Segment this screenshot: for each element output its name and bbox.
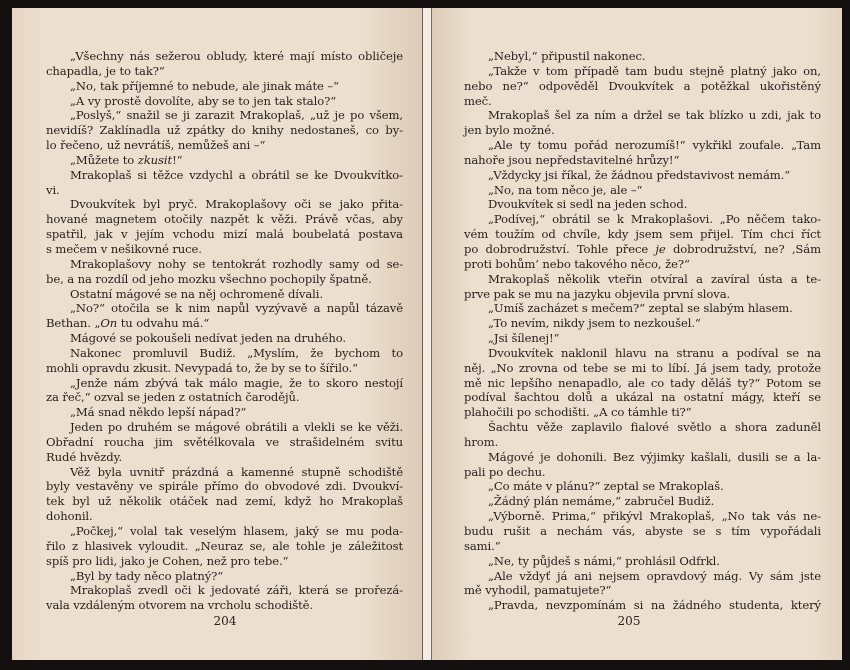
left-page-text [46, 49, 403, 613]
text-line: Mrakoplaš několik vteřin otvíral a zavíral ústa a te- [488, 271, 821, 286]
text-line: sami.“ [464, 538, 501, 553]
text-line: Obřadní roucha jim světélkovala ve strašidelném svitu [46, 434, 403, 449]
text-line: lo řečeno, už nevrátíš, nemůžeš ani –“ [46, 138, 266, 153]
text-line: s mečem v nešikovné ruce. [46, 241, 202, 256]
page-number: 205 [617, 614, 641, 628]
text-line: mohli opravdu zkusit. Nevypadá to, že by se to šířilo.“ [46, 360, 358, 375]
text-line: „Vždycky jsi říkal, že žádnou představivost nemám.“ [488, 167, 791, 182]
text-line: vi. [46, 182, 60, 197]
text-line: Bethan. „On tu odvahu má.“ [46, 316, 210, 331]
text-line: Nakonec promluvil Budiž. „Myslím, že bychom to [70, 345, 403, 360]
text-line: „Podívej,“ obrátil se k Mrakoplašovi. „Po něčem tako- [488, 212, 821, 227]
left-page [12, 8, 422, 660]
text-line: „Nebyl,“ připustil nakonec. [488, 49, 646, 63]
text-line: plahočili po schodišti. „A co támhle ti?“ [464, 405, 692, 420]
text-line: „Můžete to zkusit!“ [70, 152, 183, 167]
text-line: mě nic lepšího nenapadlo, ale co tady děláš ty?“ Potom se [464, 375, 821, 390]
text-line: hované magnetem otočily nazpět k věži. Právě včas, aby [46, 212, 403, 227]
text-line: něj. „No zrovna od tebe se mi to líbí. Já jsem tady, protože [464, 360, 821, 375]
text-line: „To nevím, nikdy jsem to nezkoušel.“ [488, 316, 701, 331]
book-spine [422, 8, 432, 660]
text-line: Rudé hvězdy. [46, 449, 123, 464]
text-line: „Jenže nám zbývá tak málo magie, že to skoro nestojí [70, 375, 403, 390]
text-line: Věž byla uvnitř prázdná a kamenné stupně schodiště [70, 464, 403, 479]
text-line: „No, na tom něco je, ale –“ [488, 182, 643, 197]
text-line: po dobrodružství. Tohle přece je dobrodružství, ne? ‚Sám [464, 241, 821, 256]
text-line: za řeč,“ ozval se jeden z ostatních čarodějů. [46, 390, 300, 405]
text-line: proti bohům‘ nebo takového něco, že?“ [464, 256, 690, 271]
text-line: hrom. [464, 434, 499, 449]
text-line: Jeden po druhém se mágové obrátili a vlekli se ke věži. [70, 420, 403, 435]
text-line: „A vy prostě dovolíte, aby se to jen tak stalo?“ [70, 93, 337, 108]
text-line: Mrakoplaš si těžce vzdychl a obrátil se ke Dvoukvítko- [70, 167, 403, 182]
page-number: 204 [213, 614, 237, 628]
text-line: Šachtu věže zaplavilo fialové světlo a shora zaduněl [488, 420, 821, 435]
right-page-text [464, 49, 821, 613]
text-line: Dvoukvítek naklonil hlavu na stranu a podíval se na [488, 345, 821, 360]
text-line: „Jsi šílenej!“ [488, 331, 560, 346]
text-line: spatřil, jak v jejím vchodu mizí malá boubelatá postava [46, 227, 403, 242]
text-line: „No?“ otočila se k nim napůl vyzývavě a napůl tázavě [70, 301, 403, 316]
text-line: Mrakoplaš šel za ním a držel se tak blízko u zdi, jak to [488, 108, 821, 123]
text-line: řilo z hlasivek vyloudit. „Neuraz se, ale tohle je záležitost [46, 538, 403, 553]
text-line: jen bylo možné. [464, 123, 555, 138]
text-line: mě vyhodil, pamatujete?“ [464, 583, 612, 598]
emphasis: je [648, 241, 673, 256]
text-line: podíval šachtou dolů a ukázal na ostatní mágy, kteří se [464, 390, 821, 405]
text-line: „Ne, ty půjdeš s námi,“ prohlásil Odfrkl. [488, 553, 720, 568]
text-line: vala vzdáleným otvorem na vrcholu schodiště. [46, 598, 314, 613]
text-line: Mágové se pokoušeli nedívat jeden na druhého. [70, 331, 346, 346]
emphasis: zkusit [137, 152, 173, 167]
text-line: „Co máte v plánu?“ zeptal se Mrakoplaš. [488, 479, 724, 494]
text-line: prve pak se mu na jazyku objevila první slova. [464, 286, 731, 301]
text-line: Mrakoplašovy nohy se tentokrát rozhodly samy od se- [70, 256, 403, 271]
text-line: tek byl už několik otáček nad zemí, když ho Mrakoplaš [46, 494, 403, 509]
text-line: „Ale ty tomu pořád nerozumíš!“ vykřikl zoufale. „Tam [488, 138, 821, 153]
right-page [432, 8, 842, 660]
text-line: „Pravda, nevzpomínám si na žádného studenta, který [488, 598, 821, 613]
text-line: „Výborně. Prima,“ přikývl Mrakoplaš, „No tak vás ne- [488, 509, 821, 524]
text-line: dohonil. [46, 509, 93, 524]
text-line: nebo ne?“ odpověděl Dvoukvítek a potěžkal ukořistěný [464, 78, 821, 93]
text-line: „Poslyš,“ snažil se ji zarazit Mrakoplaš, „už je po všem, [70, 108, 403, 123]
text-line: byly vestavěny ve spirále přímo do obvodové zdi. Dvoukví- [46, 479, 403, 494]
text-line: vém toužím od chvíle, kdy jsem sem přijel. Tím chci říct [464, 227, 821, 242]
text-line: „Všechny nás sežerou obludy, které mají místo obličeje [70, 49, 403, 63]
text-line: spíš pro lidi, jako je Cohen, než pro tebe.“ [46, 553, 289, 568]
text-line: „Takže v tom případě tam budu stejně platný jako on, [488, 63, 821, 78]
text-line: „Počkej,“ volal tak veselým hlasem, jaký se mu poda- [70, 524, 403, 538]
emphasis: On [100, 316, 118, 331]
text-line: chapadla, je to tak?“ [46, 63, 165, 78]
text-line: Mágové je dohonili. Bez výjimky kašlali, dusili se a la- [488, 449, 821, 464]
text-line: „Ale vždyť já ani nejsem opravdový mág. Vy sám jste [488, 568, 821, 583]
text-line: „Byl by tady něco platný?“ [70, 568, 224, 583]
text-line: „No, tak příjemné to nebude, ale jinak máte –“ [70, 78, 339, 93]
text-line: Ostatní mágové se na něj ochromeně dívali. [70, 286, 323, 301]
text-line: „Má snad někdo lepší nápad?“ [70, 405, 247, 420]
text-line: nahoře jsou nepředstavitelné hrůzy!“ [464, 152, 680, 167]
text-line: meč. [464, 93, 492, 108]
text-line: budu rušit a nechám vás, abyste se s tím vypořádali [464, 524, 821, 538]
text-line: pali po dechu. [464, 464, 546, 479]
text-line: Dvoukvítek byl pryč. Mrakoplašovy oči se jako přita- [70, 197, 403, 212]
text-line: „Umíš zacházet s mečem?“ zeptal se slabým hlasem. [488, 301, 793, 316]
text-line: be, a na rozdíl od jeho mozku všechno pochopily špatně. [46, 271, 372, 286]
text-line: Mrakoplaš zvedl oči k jedovaté záři, která se prořezá- [70, 583, 403, 598]
text-line: nevidíš? Zaklínadla už zpátky do knihy nedostaneš, co by- [46, 123, 403, 138]
text-line: „Žádný plán nemáme,“ zabručel Budiž. [488, 494, 715, 509]
text-line: Dvoukvítek si sedl na jeden schod. [488, 197, 688, 212]
